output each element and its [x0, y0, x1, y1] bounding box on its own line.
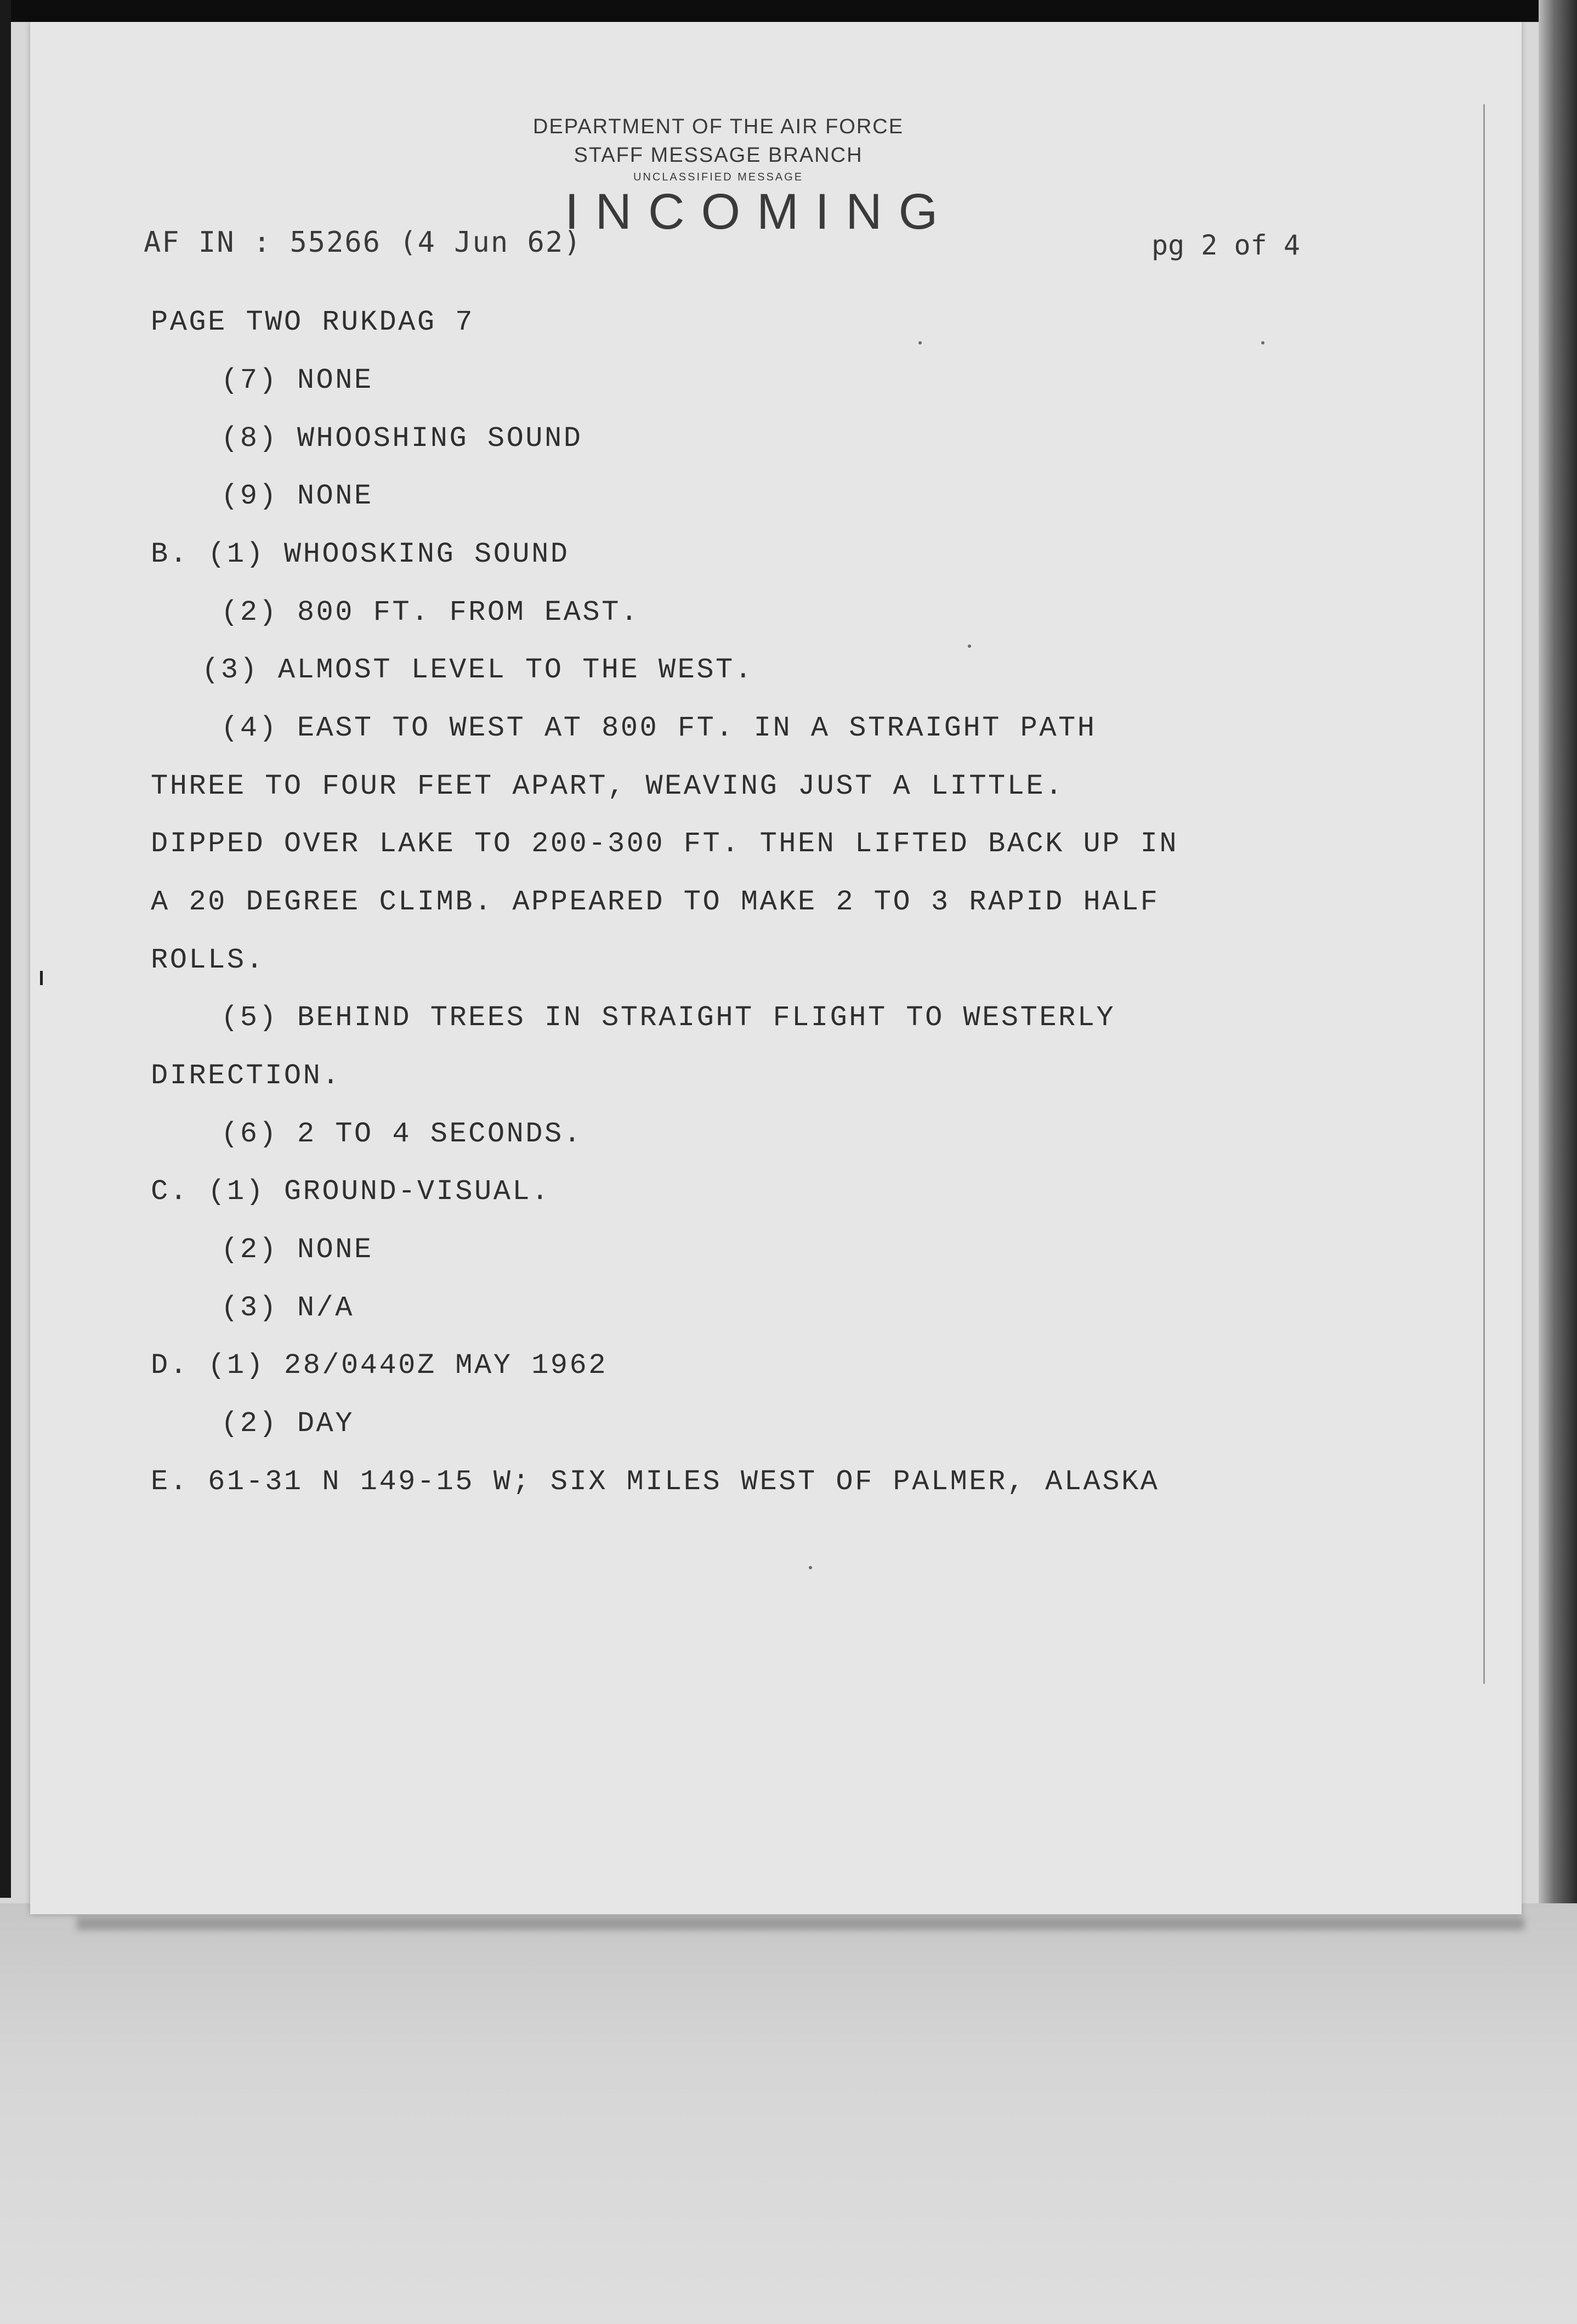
paper-speck: [918, 341, 922, 344]
message-line: (2) 800 FT. FROM EAST.: [221, 596, 640, 629]
message-line: DIRECTION.: [151, 1060, 342, 1092]
message-header: [428, 112, 1009, 185]
message-line: (2) NONE: [221, 1234, 373, 1266]
message-line: (7) NONE: [221, 364, 373, 397]
af-in-number: AF IN : 55266 (4 Jun 62): [144, 226, 582, 259]
incoming-stamp: INCOMING: [565, 184, 955, 240]
department-title: DEPARTMENT OF THE AIR FORCE: [532, 115, 904, 138]
message-line: A 20 DEGREE CLIMB. APPEARED TO MAKE 2 TO 3 RAPID HALF: [151, 886, 1160, 918]
paper-speck: [1261, 341, 1264, 344]
message-line: B. (1) WHOOSKING SOUND: [151, 538, 570, 570]
message-line: DIPPED OVER LAKE TO 200-300 FT. THEN LIFTED BACK UP IN: [151, 828, 1179, 860]
message-line: (5) BEHIND TREES IN STRAIGHT FLIGHT TO WESTERLY: [221, 1002, 1116, 1034]
message-line: C. (1) GROUND-VISUAL.: [151, 1175, 551, 1208]
message-line: (2) DAY: [221, 1407, 354, 1440]
message-line: (9) NONE: [221, 480, 373, 512]
paper-speck: [968, 644, 971, 648]
message-line: (3) ALMOST LEVEL TO THE WEST.: [202, 654, 754, 686]
margin-rule: [1483, 104, 1485, 1684]
paper-speck: [809, 1566, 812, 1569]
scan-background: [0, 1903, 1577, 2324]
branch-title: STAFF MESSAGE BRANCH: [574, 144, 863, 167]
message-line: ROLLS.: [151, 944, 265, 976]
message-line: (6) 2 TO 4 SECONDS.: [221, 1118, 583, 1150]
message-line: THREE TO FOUR FEET APART, WEAVING JUST A LITTLE.: [151, 770, 1064, 802]
scan-border-left: [0, 0, 11, 1898]
edge-mark: [40, 971, 43, 985]
scan-border-top: [0, 0, 1577, 22]
message-line: PAGE TWO RUKDAG 7: [151, 306, 474, 338]
classification-label: UNCLASSIFIED MESSAGE: [633, 171, 804, 183]
message-line: (3) N/A: [221, 1292, 354, 1324]
message-line: (8) WHOOSHING SOUND: [221, 422, 583, 455]
message-line: (4) EAST TO WEST AT 800 FT. IN A STRAIGHT PATH: [221, 712, 1097, 744]
page-number: pg 2 of 4: [1151, 229, 1300, 261]
message-line: D. (1) 28/0440Z MAY 1962: [151, 1349, 608, 1382]
message-line: E. 61-31 N 149-15 W; SIX MILES WEST OF PALMER, ALASKA: [151, 1466, 1160, 1498]
page-shadow: [77, 1917, 1524, 1930]
scan-border-right: [1539, 0, 1577, 1953]
